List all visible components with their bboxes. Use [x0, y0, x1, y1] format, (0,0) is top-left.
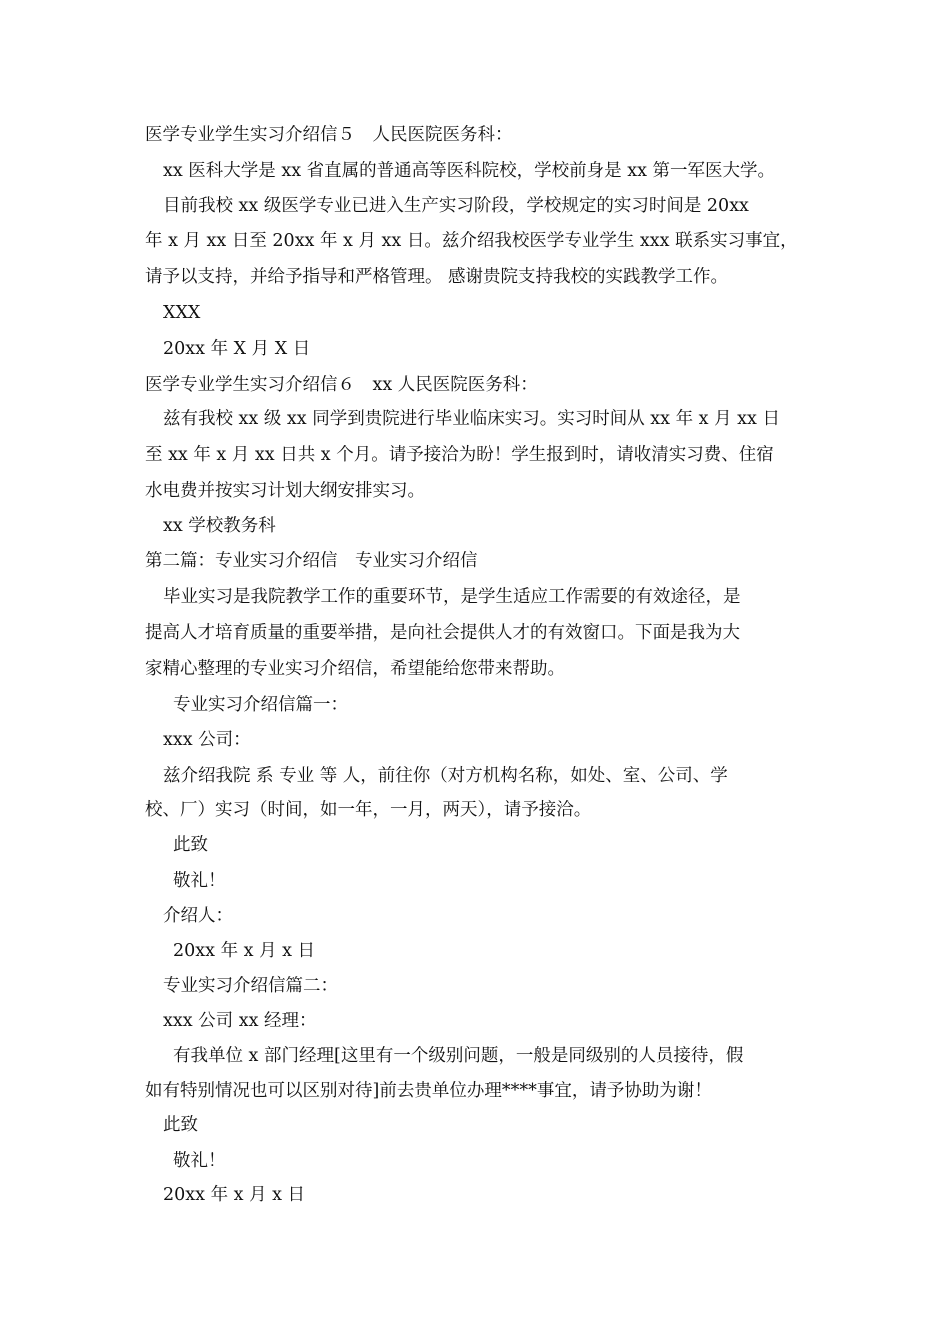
subsection-heading: 专业实习介绍信篇一：	[173, 695, 348, 715]
letter5-title: 医学专业学生实习介绍信５ 人民医院医务科：	[145, 125, 513, 145]
signature-line: 介绍人：	[163, 906, 233, 926]
paragraph-line: 目前我校 xx 级医学专业已进入生产实习阶段，学校规定的实习时间是 20xx	[163, 196, 749, 216]
salutation: xxx 公司：	[163, 730, 251, 750]
date-line: 20xx 年 x 月 x 日	[173, 941, 316, 961]
subsection-heading: 专业实习介绍信篇二：	[163, 976, 338, 996]
paragraph-line: 水电费并按实习计划大纲安排实习。	[145, 481, 425, 501]
closing-line: 此致	[173, 835, 208, 855]
date-line: 20xx 年 x 月 x 日	[163, 1185, 306, 1205]
paragraph-line: 兹有我校 xx 级 xx 同学到贵院进行毕业临床实习。实习时间从 xx 年 x 月 xx 日	[163, 409, 780, 429]
closing-line: 敬礼！	[173, 1151, 226, 1171]
paragraph-line: 请予以支持，并给予指导和严格管理。 感谢贵院支持我校的实践教学工作。	[145, 267, 729, 287]
paragraph-line: 家精心整理的专业实习介绍信，希望能给您带来帮助。	[145, 659, 565, 679]
paragraph-line: 提高人才培育质量的重要举措，是向社会提供人才的有效窗口。下面是我为大	[145, 623, 740, 643]
salutation: xxx 公司 xx 经理：	[163, 1011, 317, 1031]
paragraph-line: 毕业实习是我院教学工作的重要环节，是学生适应工作需要的有效途径，是	[163, 587, 741, 607]
paragraph-line: 校、厂）实习（时间，如一年，一月，两天），请予接洽。	[145, 800, 592, 820]
section-heading: 第二篇：专业实习介绍信 专业实习介绍信	[145, 551, 478, 571]
paragraph-line: 有我单位 x 部门经理[这里有一个级别问题，一般是同级别的人员接待，假	[173, 1046, 744, 1066]
paragraph-line: 如有特别情况也可以区别对待]前去贵单位办理****事宜，请予协助为谢！	[145, 1081, 712, 1101]
signature-line: xx 学校教务科	[163, 516, 276, 536]
signature-line: XXX	[163, 303, 201, 323]
paragraph-line: 至 xx 年 x 月 xx 日共 x 个月。请予接洽为盼！学生报到时，请收清实习费、住宿	[145, 445, 774, 465]
closing-line: 敬礼！	[173, 871, 226, 891]
paragraph-line: 年 x 月 xx 日至 20xx 年 x 月 xx 日。兹介绍我校医学专业学生 xxx 联系实习事宜，	[145, 231, 798, 251]
letter6-title: 医学专业学生实习介绍信６ xx 人民医院医务科：	[145, 375, 538, 395]
paragraph-line: 兹介绍我院 系 专业 等 人，前往你（对方机构名称，如处、室、公司、学	[163, 766, 728, 786]
paragraph-line: xx 医科大学是 xx 省直属的普通高等医科院校，学校前身是 xx 第一军医大学。	[163, 161, 776, 181]
date-line: 20xx 年 X 月 X 日	[163, 339, 311, 359]
closing-line: 此致	[163, 1115, 198, 1135]
